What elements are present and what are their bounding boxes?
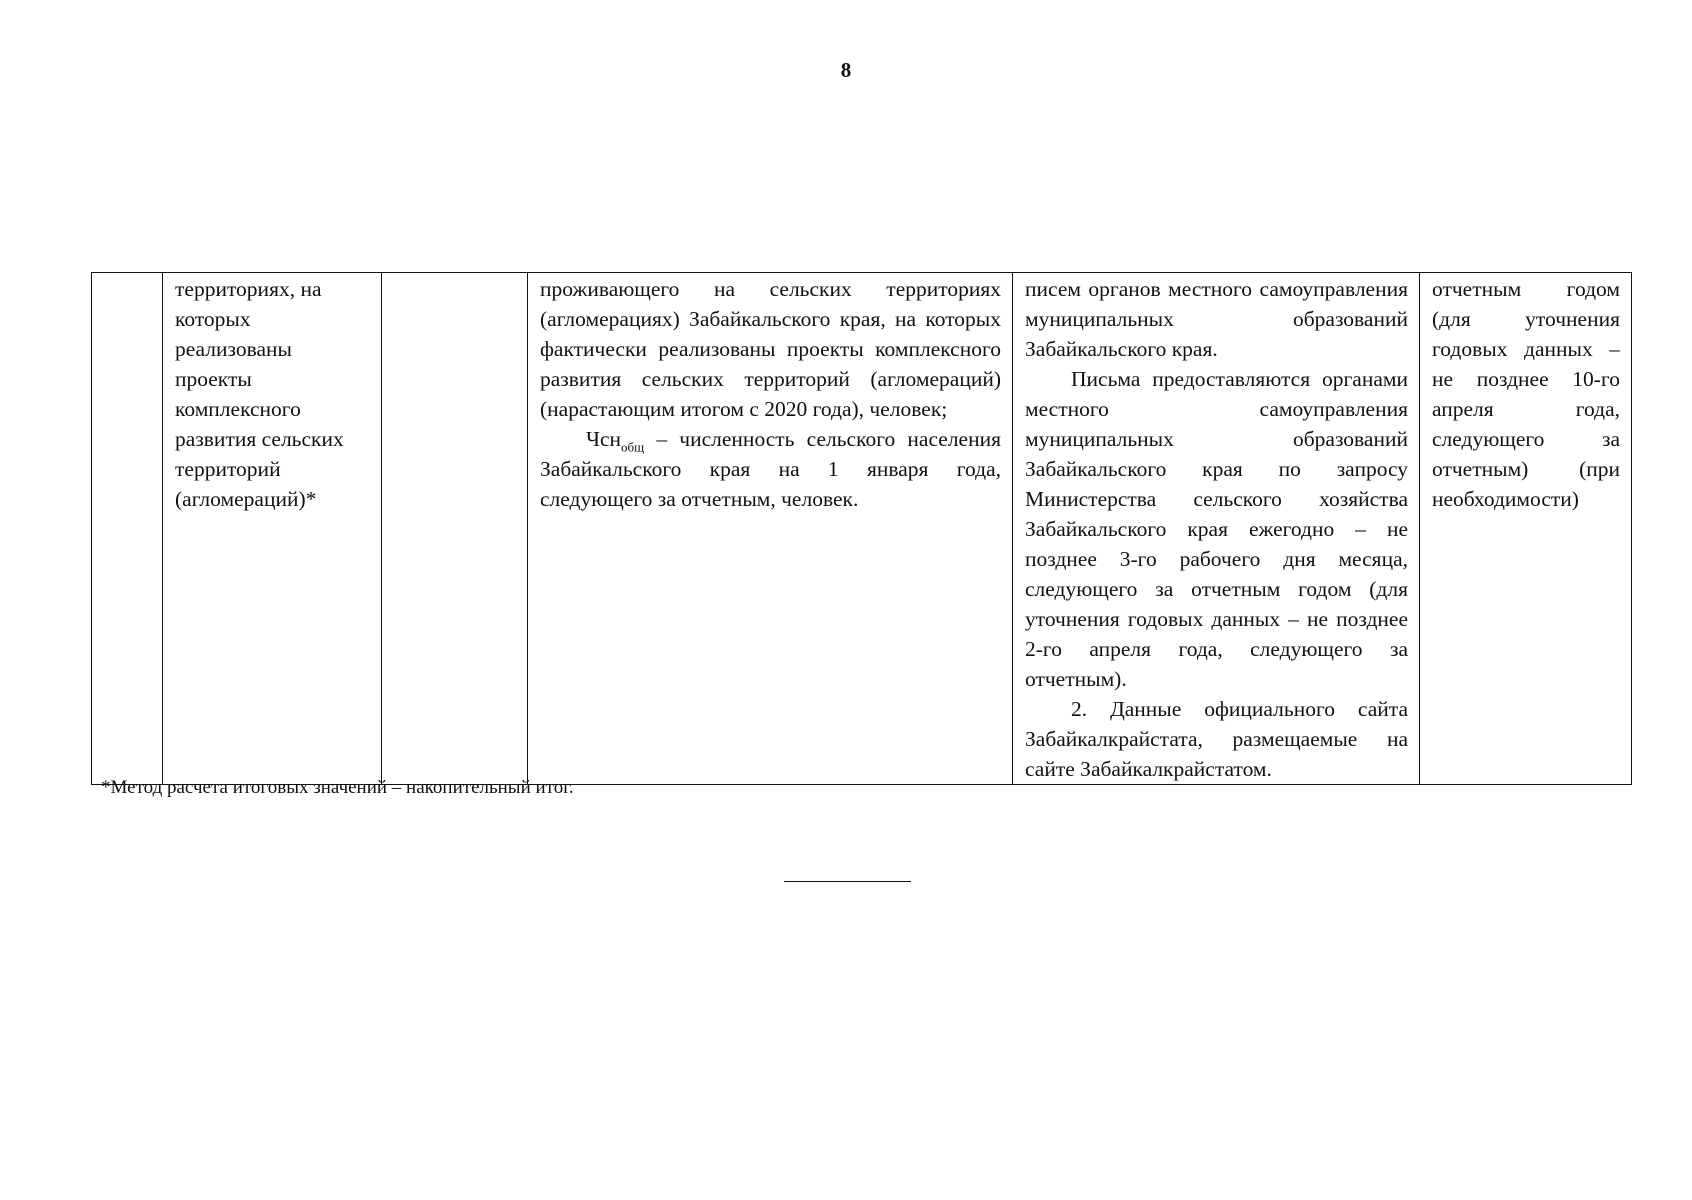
source-paragraph-2: Письма предоставляются органами местного самоуправления муниципальных образований Забайкальского края по запросу Министерства сельского хозяйства Забайкальского края ежегодно – не позднее 3-го рабочего дня месяца, следующего за отчетным годом (для уточнения годовых данных – не позднее 2-го апреля года, следующего за отчетным).	[1025, 367, 1408, 691]
deadline-text: отчетным годом (для уточнения годовых данных – не позднее 10-го апреля года, следующего за отчетным) (при необходимости)	[1432, 277, 1620, 511]
table-cell-source	[1013, 273, 1420, 785]
formula-variable-description	[540, 424, 1001, 514]
table-cell-indicator	[163, 273, 382, 785]
table-cell-formula	[528, 273, 1013, 785]
formula-variable: Чсн	[586, 427, 622, 451]
source-paragraph-3: 2. Данные официального сайта Забайкалкрайстата, размещаемые на сайте Забайкалкрайстатом.	[1025, 697, 1408, 781]
page-number: 8	[840, 58, 852, 82]
source-paragraph-1: писем органов местного самоуправления муниципальных образований Забайкальского края.	[1025, 277, 1408, 361]
table-row	[92, 273, 1632, 785]
table-cell-deadline	[1420, 273, 1632, 785]
formula-variable-subscript: общ	[621, 439, 645, 455]
end-divider-line	[784, 881, 911, 882]
formula-description: проживающего на сельских территориях (агломерациях) Забайкальского края, на которых фактически реализованы проекты комплексного развития сельских территорий (агломераций) (нарастающим итогом с 2020 года), человек;	[540, 277, 1001, 421]
footnote: *Метод расчета итоговых значений – накопительный итог.	[101, 777, 574, 798]
table-cell-unit	[382, 273, 528, 785]
table-cell-number	[92, 273, 163, 785]
indicator-table	[91, 272, 1632, 785]
formula-variable-text: – численность сельского населения Забайкальского края на 1 января года, следующего за отчетным, человек.	[540, 427, 1001, 511]
indicator-name: территориях, на которых реализованы проекты комплексного развития сельских территорий (агломераций)*	[175, 277, 344, 511]
